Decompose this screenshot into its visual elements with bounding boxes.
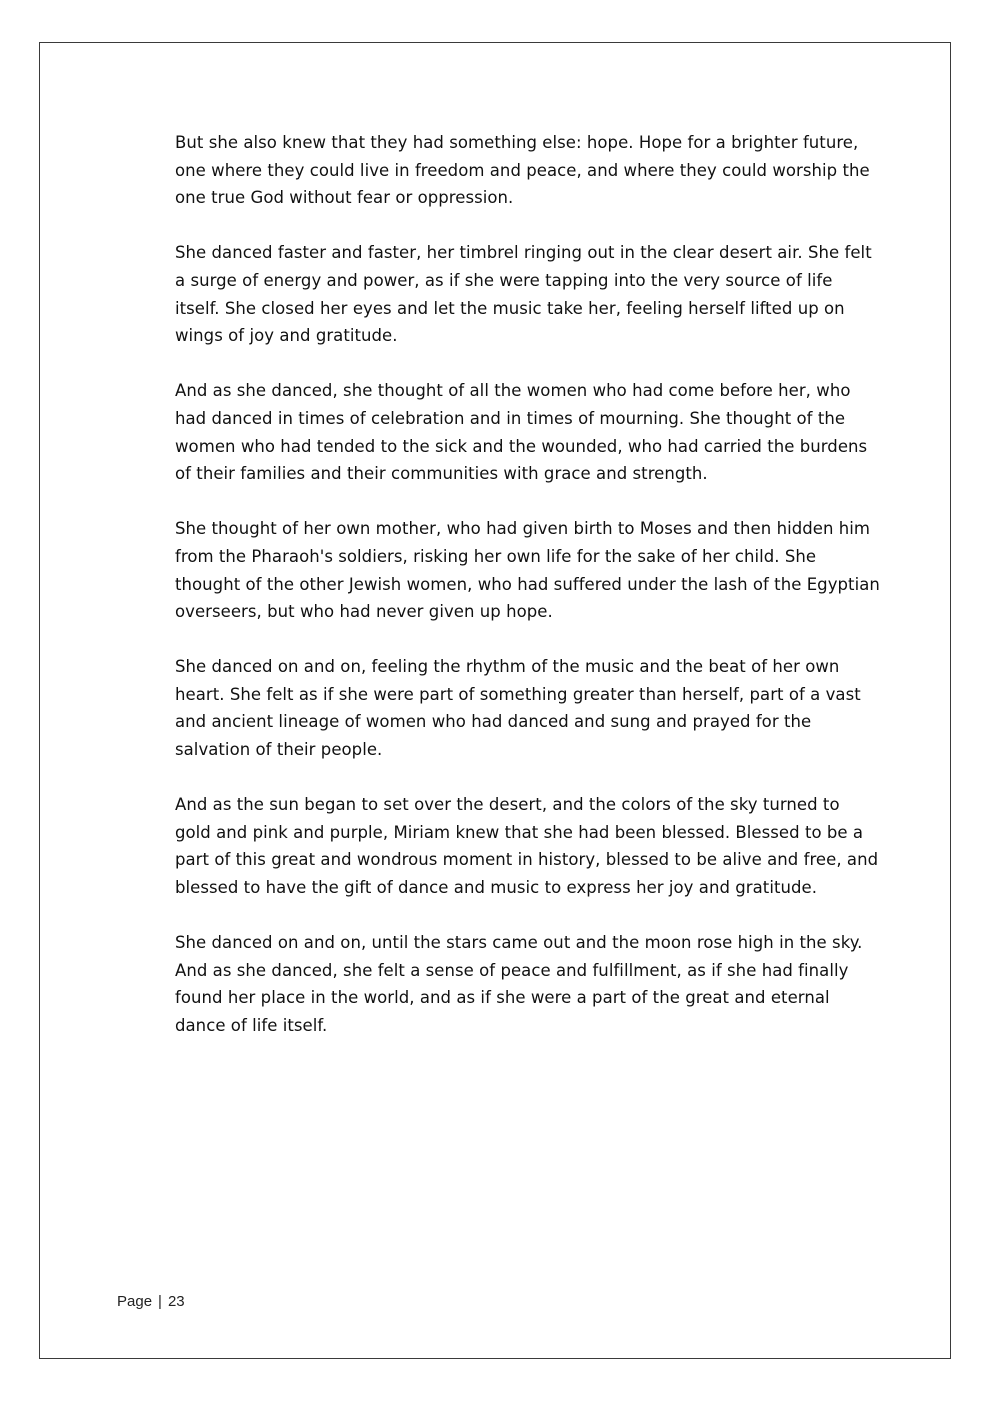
paragraph-2: She danced faster and faster, her timbrel ringing out in the clear desert air. She felt a surge of energy and power, as if she were tapping into the very source of life itself. She closed her eyes and let the music take her, feeling herself lifted up on wings of joy and gratitude. bbox=[175, 243, 872, 346]
paragraph-3: And as she danced, she thought of all the women who had come before her, who had danced in times of celebration and in times of mourning. She thought of the women who had tended to the sick and the wounded, who had carried the burdens of their families and their communities with grace and strength. bbox=[175, 381, 868, 484]
paragraph-7: She danced on and on, until the stars came out and the moon rose high in the sky. And as she danced, she felt a sense of peace and fulfillment, as if she had finally found her place in the world, and as if she were a part of the great and eternal dance of life itself. bbox=[175, 933, 863, 1035]
footer-label: Page bbox=[117, 1293, 153, 1310]
footer-separator: | bbox=[158, 1293, 162, 1310]
page-number: 23 bbox=[167, 1293, 185, 1310]
body-text bbox=[175, 129, 880, 1067]
paragraph-1: But she also knew that they had something else: hope. Hope for a brighter future, one where they could live in freedom and peace, and where they could worship the one true God without fear or oppression. bbox=[175, 133, 870, 208]
paragraph-4: She thought of her own mother, who had given birth to Moses and then hidden him from the Pharaoh's soldiers, risking her own life for the sake of her child. She thought of the other Jewish women, who had suffered under the lash of the Egyptian overseers, but who had never given up hope. bbox=[175, 519, 880, 622]
paragraph-6: And as the sun began to set over the desert, and the colors of the sky turned to gold and pink and purple, Miriam knew that she had been blessed. Blessed to be a part of this great and wondrous moment in history, blessed to be alive and free, and blessed to have the gift of dance and music to express her joy and gratitude. bbox=[175, 795, 879, 898]
page-footer bbox=[117, 1293, 185, 1310]
paragraph-5: She danced on and on, feeling the rhythm of the music and the beat of her own heart. She felt as if she were part of something greater than herself, part of a vast and ancient lineage of women who had danced and sung and prayed for the salvation of their people. bbox=[175, 657, 861, 760]
